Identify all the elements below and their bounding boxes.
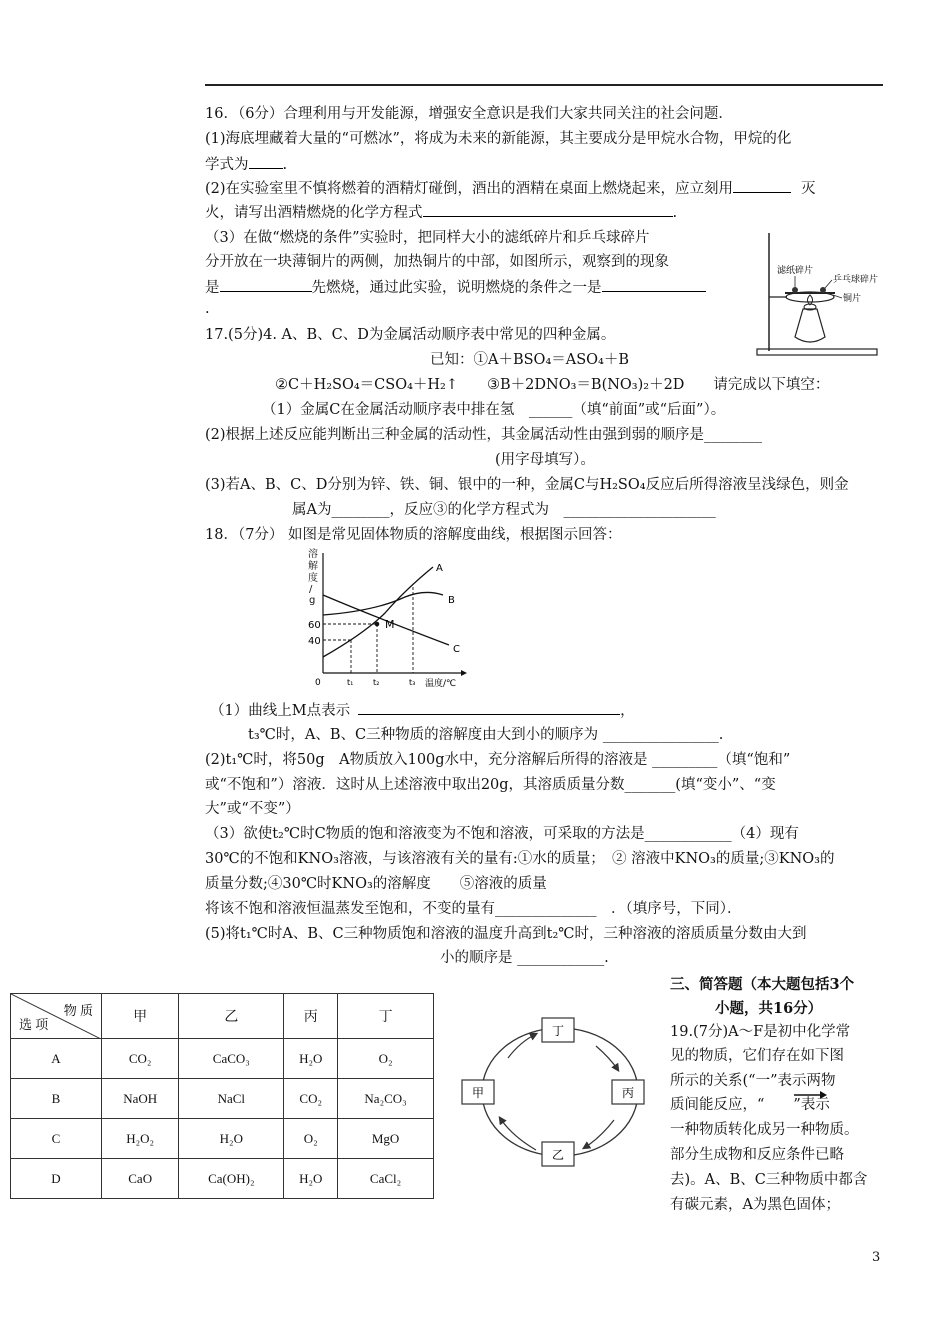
label-filter-paper: 滤纸碎片: [777, 266, 814, 276]
q18-part3-line2: 30℃的不饱和KNO₃溶液，与该溶液有关的量有:①水的质量； ② 溶液中KNO₃的质量;③KNO₃的: [205, 851, 835, 867]
combustion-apparatus-figure: [755, 225, 890, 365]
point-m: [375, 622, 380, 627]
answer-blank: [358, 700, 620, 715]
q18-part1-line2: t₃℃时，A、B、C三种物质的溶解度由大到小的顺序为 ________________.: [248, 727, 724, 743]
answer-blank: [249, 154, 283, 169]
table-cell: H₂O: [284, 1159, 338, 1199]
curve-label-a: A: [436, 563, 443, 574]
y-tick: 60: [308, 620, 321, 631]
q16-part3-text-a: 是: [205, 280, 220, 296]
curve-label-b: B: [448, 595, 455, 606]
q19-line: 见的物质，它们存在如下图: [670, 1048, 844, 1064]
header-rule: [205, 84, 883, 86]
table-row: [11, 1039, 434, 1079]
q16-part1-line2: 学式为 .: [205, 154, 287, 175]
y-tick: 40: [308, 636, 321, 647]
table-cell: H₂O: [284, 1039, 338, 1079]
q16-part2-end: 灭: [801, 181, 816, 197]
table-cell: MgO: [338, 1119, 434, 1159]
solubility-curve-graph: [305, 545, 475, 690]
q17-known: 已知：①A＋BSO₄＝ASO₄＋B: [430, 352, 630, 368]
q17-equations: ②C＋H₂SO₄＝CSO₄＋H₂↑ ③B＋2DNO₃＝B(NO₃)₂＋2D 请完成以下填空：: [275, 377, 830, 393]
table-header: 丁: [338, 994, 434, 1039]
row-label: B: [11, 1079, 102, 1119]
q18-part2-line1: (2)t₁℃时，将50g A物质放入100g水中，充分溶解后所得的溶液是 _________（填“饱和”: [205, 752, 791, 768]
q16-part2-text2: 火，请写出酒精燃烧的化学方程式: [205, 205, 423, 221]
q16-part2-line2: 火，请写出酒精燃烧的化学方程式 .: [205, 202, 677, 223]
table-row: [11, 1119, 434, 1159]
node-jia: 甲: [471, 1086, 485, 1100]
table-row: [11, 1079, 434, 1119]
ylabel-char: 度: [308, 573, 318, 584]
q19-line: 去)。A、B、C三种物质中都含: [670, 1172, 868, 1188]
x-tick: t₂: [373, 678, 380, 687]
table-cell: H₂O₂: [102, 1119, 179, 1159]
table-cell: NaOH: [102, 1079, 179, 1119]
q18-part1-line1: [210, 700, 635, 721]
q16-part1-text: 学式为: [205, 157, 249, 173]
q16-part2-text: (2)在实验室里不慎将燃着的酒精灯碰倒，酒出的酒精在桌面上燃烧起来，应立刻用: [205, 181, 734, 197]
table-cell: CaO: [102, 1159, 179, 1199]
table-cell: O₂: [338, 1039, 434, 1079]
table-header: 甲: [102, 994, 179, 1039]
q17-part3-line1: (3)若A、B、C、D分别为锌、铁、铜、银中的一种，金属C与H₂SO₄反应后所得溶液呈浅绿色，则金: [205, 477, 849, 493]
ylabel-char: g: [309, 595, 316, 606]
q16-part3-line1: （3）在做“燃烧的条件”实验时，把同样大小的滤纸碎片和乒乓球碎片: [205, 230, 650, 246]
label-pingpong: 乒乓球碎片: [833, 275, 879, 285]
table-cell: CaCO₃: [179, 1039, 284, 1079]
node-ding: 丁: [551, 1024, 565, 1038]
table-cell: H₂O: [179, 1119, 284, 1159]
table-cell: Na₂CO₃: [338, 1079, 434, 1119]
q16-part1-line1: (1)海底埋藏着大量的“可燃冰”，将成为未来的新能源，其主要成分是甲烷水合物，甲烷的化: [205, 131, 792, 147]
table-cell: CO₂: [102, 1039, 179, 1079]
label-copper-sheet: 铜片: [843, 294, 862, 304]
q19-line: 部分生成物和反应条件已略: [670, 1147, 844, 1163]
table-header: 乙: [179, 994, 284, 1039]
q18-part5-line1: (5)将t₁℃时A、B、C三种物质饱和溶液的温度升高到t₂℃时，三种溶液的溶质质量分数由大到: [205, 926, 807, 942]
corner-label-option: 选 项: [19, 1017, 49, 1032]
x-tick: t₃: [409, 678, 416, 687]
answer-blank: [423, 202, 673, 217]
node-bing: 丙: [621, 1086, 635, 1100]
q19-line: 19.(7分)A～F是初中化学常: [670, 1024, 851, 1040]
q19-line: 一种物质转化成另一种物质。: [670, 1122, 859, 1138]
row-label: C: [11, 1119, 102, 1159]
q18-title: 18．（7分） 如图是常见固体物质的溶解度曲线，根据图示回答：: [205, 527, 622, 543]
table-cell: NaCl: [179, 1079, 284, 1119]
page-number: 3: [872, 1250, 881, 1265]
q18-part2-line3: 大”或“不变”）: [205, 801, 300, 817]
x-tick: t₁: [347, 678, 354, 687]
answer-blank: [733, 178, 791, 193]
q16-part3-text-b: 先燃烧，通过此实验，说明燃烧的条件之一是: [311, 280, 602, 296]
point-m-label: M: [385, 618, 395, 631]
table-cell: CO₂: [284, 1079, 338, 1119]
q18-part3-line3: 质量分数;④30℃时KNO₃的溶解度 ⑤溶液的质量: [205, 876, 547, 892]
node-yi: 乙: [551, 1148, 565, 1162]
table-corner-cell: [11, 994, 102, 1039]
table-cell: CaCl₂: [338, 1159, 434, 1199]
q16-part2-line1: [205, 178, 816, 199]
curve-b: [323, 592, 443, 615]
curve-label-c: C: [453, 644, 460, 655]
q16-part3-line3: [205, 277, 706, 298]
q19-line: 有碳元素，A为黑色固体；: [670, 1197, 840, 1213]
conversion-arrow-icon: [792, 1090, 828, 1100]
q17-part2-line2: (用字母填写）。: [495, 452, 595, 468]
q19-line: 所示的关系(“一”表示两物: [670, 1073, 836, 1089]
row-label: A: [11, 1039, 102, 1079]
q18-part3-line4: 将该不饱和溶液恒温蒸发至饱和，不变的量有______________ ．（填序号，下同）．: [205, 901, 742, 917]
curve-a: [323, 567, 433, 657]
q17-part2-line1: (2)根据上述反应能判断出三种金属的活动性，其金属活动性由强到弱的顺序是________: [205, 427, 763, 443]
q16-part3-line2: 分开放在一块薄铜片的两侧，加热铜片的中部，如图所示，观察到的现象: [205, 254, 669, 270]
section3-title-line1: 三、简答题（本大题包括3个: [670, 976, 855, 993]
q18-part1-text: （1）曲线上M点表示: [210, 703, 351, 719]
table-cell: Ca(OH)₂: [179, 1159, 284, 1199]
table-header: 丙: [284, 994, 338, 1039]
ylabel-char: 溶: [308, 549, 318, 560]
q19-line: 质间能反应，“ ”表示: [670, 1097, 830, 1113]
x-tick: 0: [315, 678, 321, 688]
q17-part3-line2: 属A为________，反应③的化学方程式为 _____________________: [292, 502, 716, 518]
table-row: [11, 1159, 434, 1199]
answer-blank: [602, 277, 706, 292]
ylabel-char: 解: [308, 561, 318, 572]
q16-part3-dot: .: [205, 301, 210, 317]
corner-label-substance: 物 质: [63, 1003, 93, 1018]
options-table: [10, 993, 434, 1199]
section3-title-line2: 小题，共16分）: [715, 1000, 823, 1017]
cycle-diagram: [450, 1010, 650, 1175]
ylabel-char: /: [309, 584, 313, 595]
x-axis-label: 温度/℃: [425, 679, 457, 689]
row-label: D: [11, 1159, 102, 1199]
y-axis-label: [308, 547, 318, 606]
q18-part2-line2: 或“不饱和”）溶液．这时从上述溶液中取出20g，其溶质质量分数_______(填“变小”、“变: [205, 777, 776, 793]
answer-blank: [220, 277, 312, 292]
q17-part1: （1）金属C在金属活动顺序表中排在氢 ______（填“前面”或“后面”）。: [262, 402, 726, 418]
q18-part1-end: ，: [620, 703, 635, 719]
q17-title: 17.(5分)4. A、B、C、D为金属活动顺序表中常见的四种金属。: [205, 327, 616, 343]
q18-part5-line2: 小的顺序是 ____________.: [440, 950, 609, 966]
q18-part3-line1: （3）欲使t₂℃时C物质的饱和溶液变为不饱和溶液，可采取的方法是____________（4）现有: [205, 826, 799, 842]
table-cell: O₂: [284, 1119, 338, 1159]
q16-title: 16．（6分）合理利用与开发能源，增强安全意识是我们大家共同关注的社会问题．: [205, 106, 733, 122]
